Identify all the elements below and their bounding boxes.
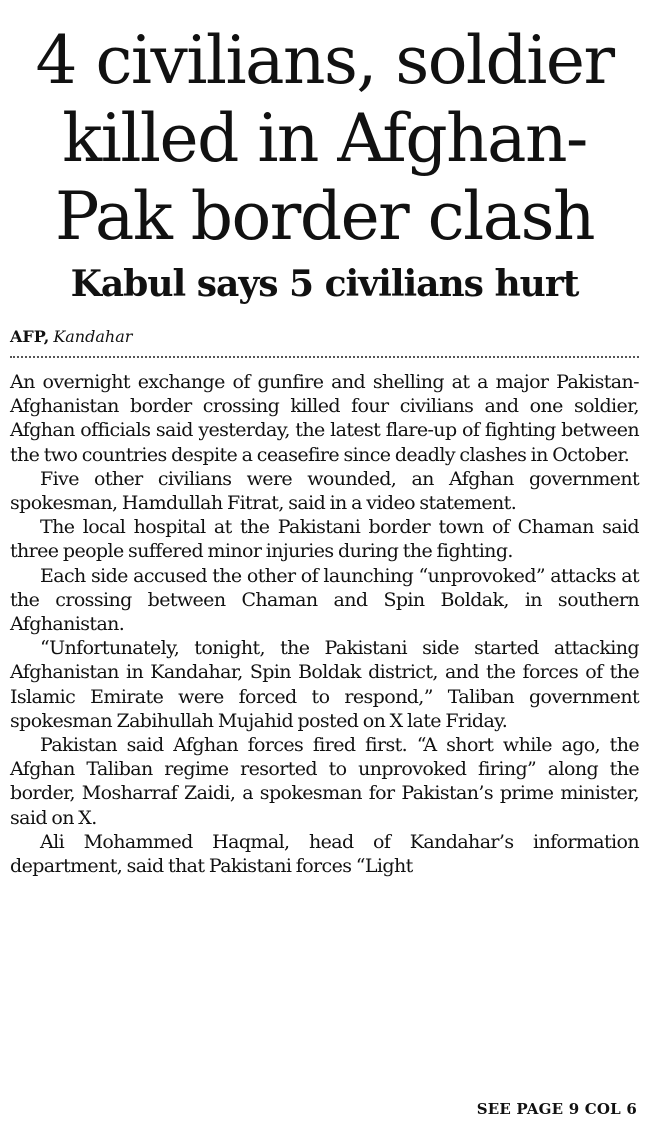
paragraph-7: Ali Mohammed Haqmal, head of Kandahar’s information department, said that Pakistani forces “Light <box>10 830 639 878</box>
article-body <box>10 370 639 878</box>
headline-line-1: 4 civilians, soldier <box>35 22 614 99</box>
subheadline: Kabul says 5 civilians hurt <box>70 263 579 305</box>
paragraph-6: Pakistan said Afghan forces fired first. “A short while ago, the Afghan Taliban regime resorted to unprovoked firing” along the border, Mosharraf Zaidi, a spokesman for Pakistan’s prime minister, said on X. <box>10 734 639 829</box>
dotted-divider <box>10 356 639 358</box>
paragraph-5: “Unfortunately, tonight, the Pakistani side started attacking Afghanistan in Kandahar, Spin Boldak district, and the forces of the Islamic Emirate were forced to respond,” Taliban government spokesman Zabihullah Mujahid posted on X late Friday. <box>10 637 639 732</box>
byline-agency: AFP, <box>10 327 50 346</box>
paragraph-1: An overnight exchange of gunfire and shelling at a major Pakistan-Afghanistan border crossing killed four civilians and one soldier, Afghan officials said yesterday, the latest flare-up of fighting between the two countries despite a ceasefire since deadly clashes in October. <box>10 371 639 466</box>
continuation-jump-line: SEE PAGE 9 COL 6 <box>476 1100 637 1118</box>
paragraph-3: The local hospital at the Pakistani border town of Chaman said three people suffered minor injuries during the fighting. <box>10 516 639 563</box>
byline-location: Kandahar <box>53 327 133 346</box>
paragraph-4: Each side accused the other of launching “unprovoked” attacks at the crossing between Chaman and Spin Boldak, in southern Afghanistan. <box>10 564 639 636</box>
byline <box>10 326 639 348</box>
paragraph-2: Five other civilians were wounded, an Afghan government spokesman, Hamdullah Fitrat, said in a video statement. <box>10 467 639 515</box>
headline <box>10 0 639 256</box>
headline-line-3: Pak border clash <box>55 178 594 255</box>
headline-line-2: killed in Afghan- <box>62 100 587 177</box>
